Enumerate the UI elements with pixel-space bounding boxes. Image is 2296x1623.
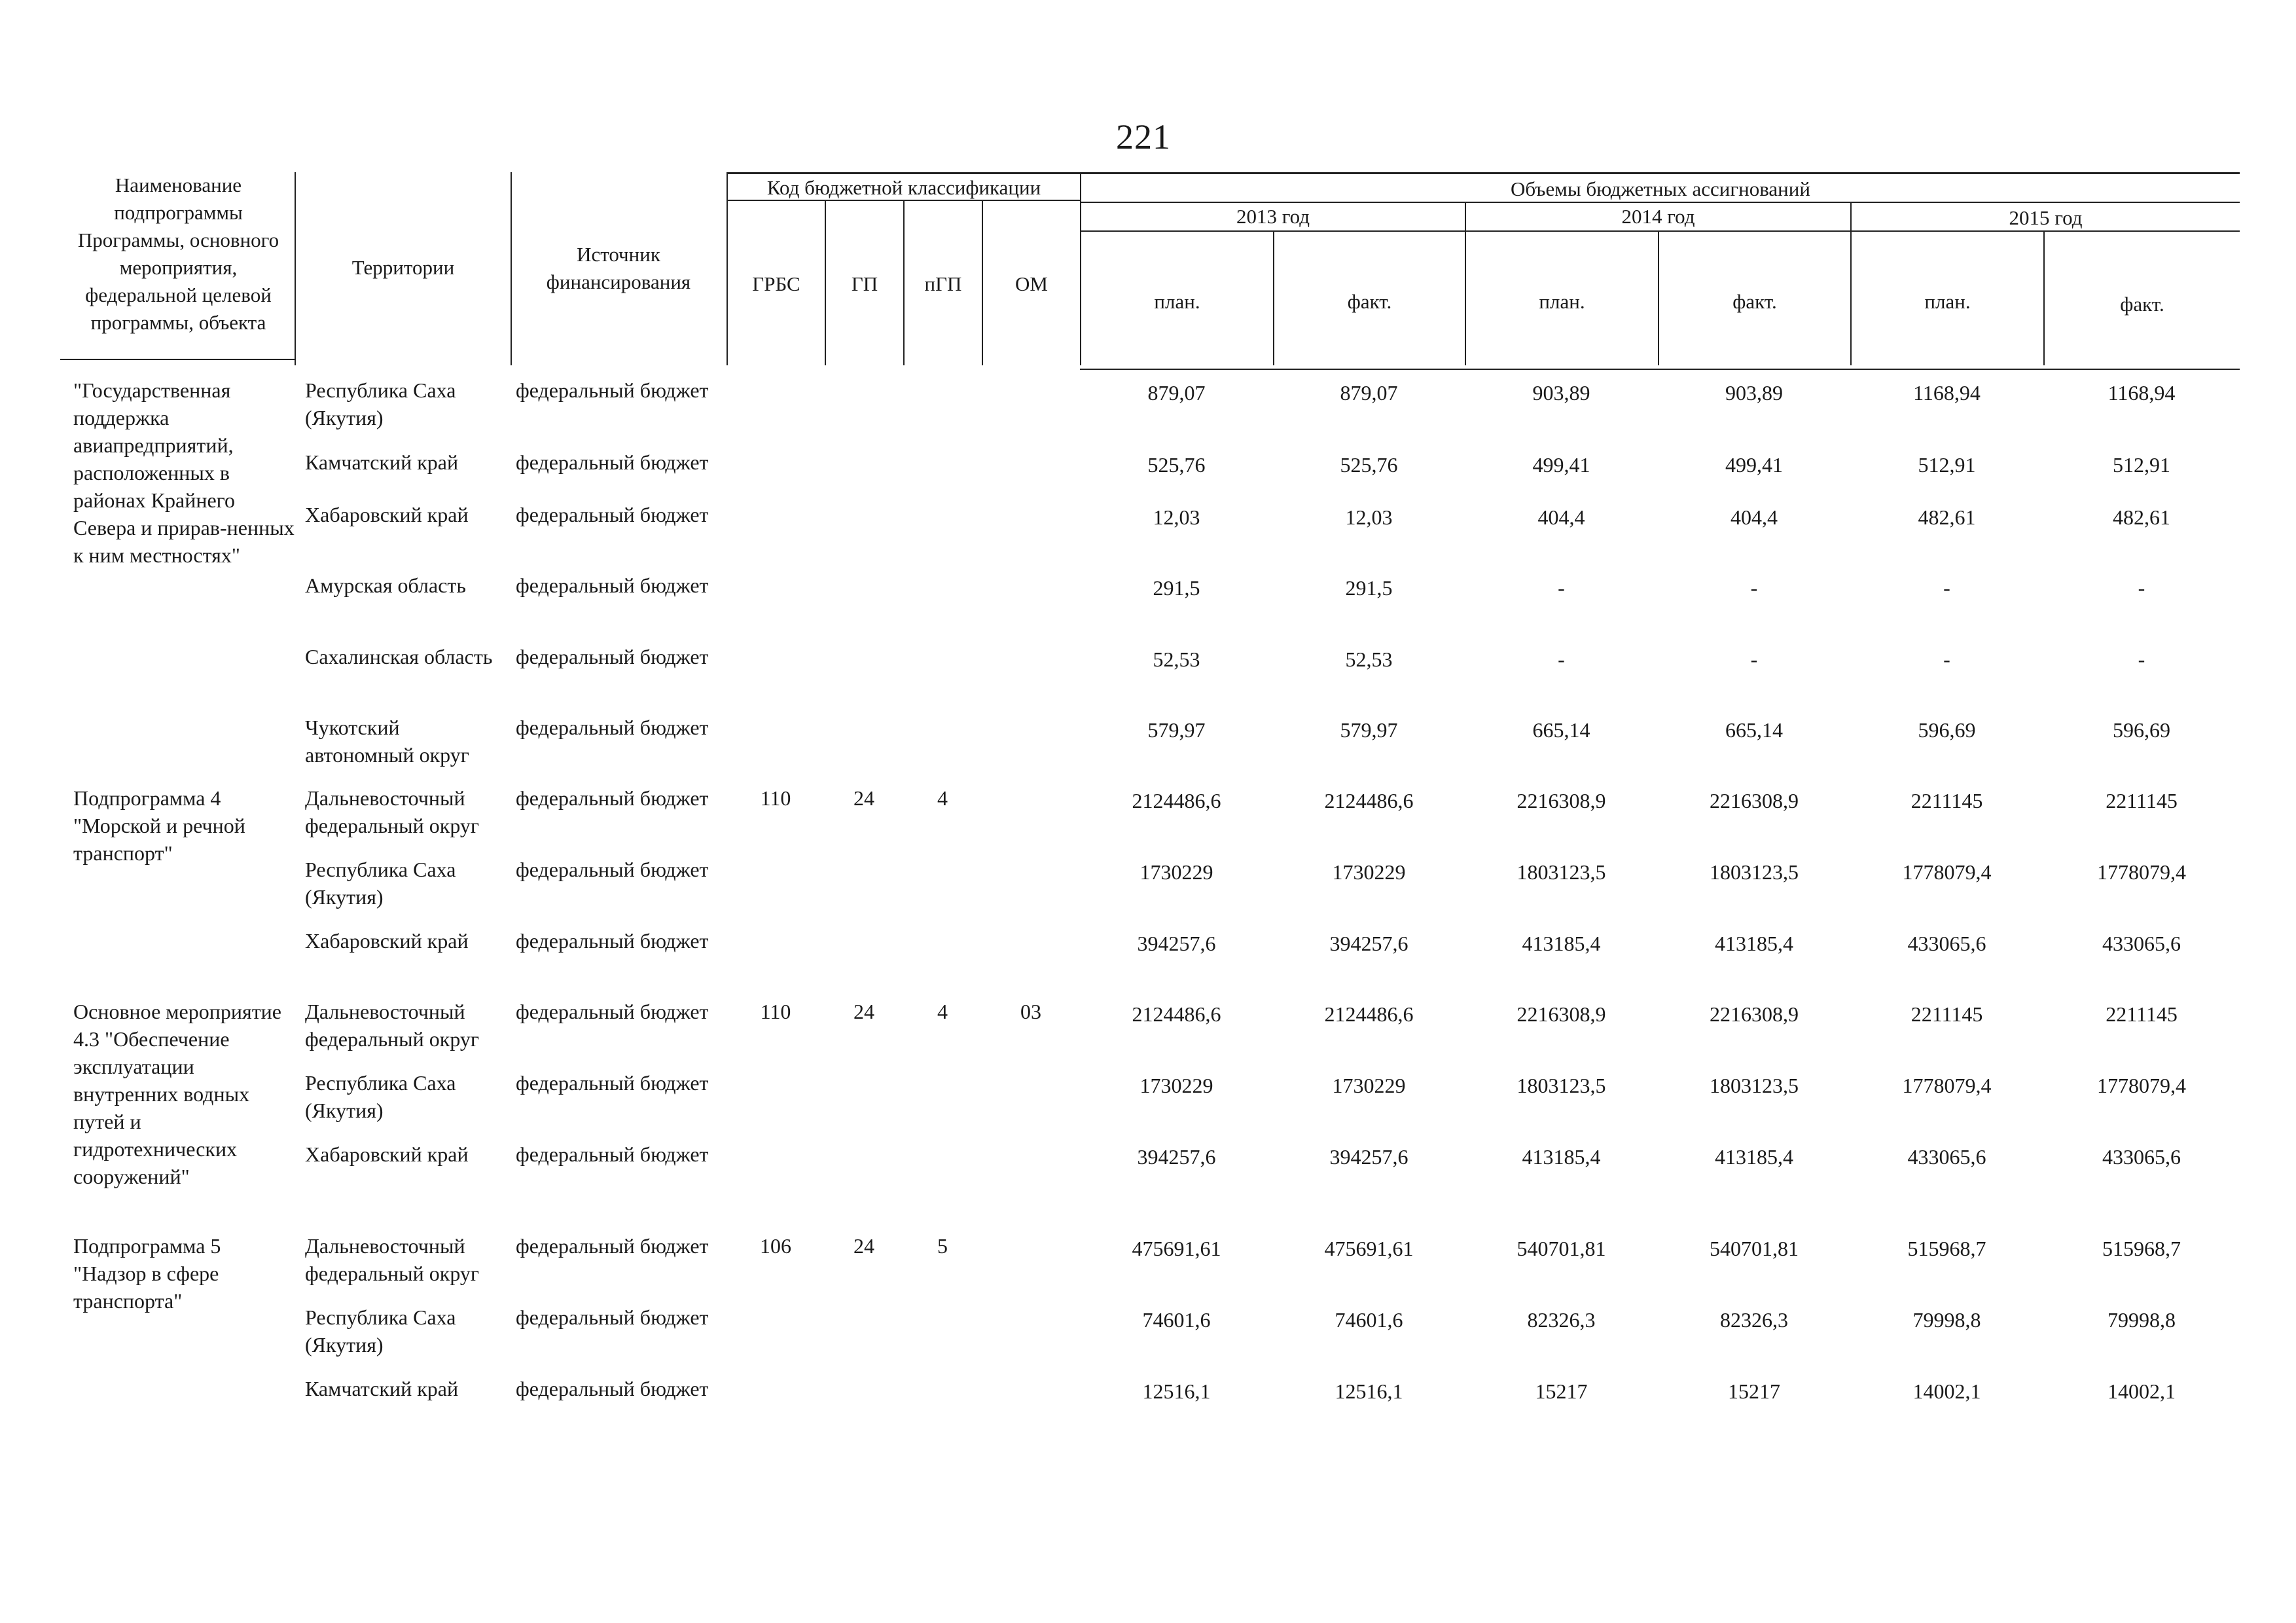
row-source: федеральный бюджет (516, 1234, 709, 1258)
row-territory: Амурская область (305, 574, 466, 597)
row-om (982, 572, 1080, 643)
header-2015-plan: план. (1924, 290, 1971, 313)
header-2015-fact: факт. (2120, 293, 2164, 316)
row-2014-fact: 404,4 (1731, 505, 1778, 529)
row-2014-fact: 499,41 (1725, 453, 1783, 477)
row-2013-fact: 475691,61 (1324, 1237, 1414, 1260)
row-2013-fact: 291,5 (1345, 576, 1393, 600)
row-source: федеральный бюджет (516, 503, 709, 526)
row-2015-fact: 1778079,4 (2097, 860, 2186, 884)
row-gp (825, 572, 903, 643)
row-2014-fact: 665,14 (1725, 718, 1783, 742)
row-2015-fact: 433065,6 (2102, 932, 2181, 955)
row-2015-plan: 1168,94 (1913, 381, 1981, 405)
row-2015-fact: 2211145 (2106, 1002, 2178, 1026)
row-pgp (903, 501, 982, 572)
row-grbs (726, 643, 825, 714)
row-2014-plan: 2216308,9 (1516, 1002, 1606, 1026)
row-2014-plan: 1803123,5 (1516, 1074, 1606, 1097)
row-grbs (726, 1304, 825, 1375)
row-2013-fact: 525,76 (1340, 453, 1398, 477)
row-2014-fact: 1803123,5 (1710, 860, 1799, 884)
row-grbs (726, 1140, 825, 1232)
table-row (60, 714, 2240, 784)
row-2013-plan: 2124486,6 (1132, 789, 1221, 812)
table-row (60, 1140, 2240, 1232)
row-gp (825, 1069, 903, 1140)
row-source: федеральный бюджет (516, 450, 709, 474)
row-2014-fact: 413185,4 (1715, 1145, 1793, 1169)
row-2014-plan: 404,4 (1537, 505, 1585, 529)
row-pgp: 5 (937, 1234, 948, 1258)
row-2013-plan: 291,5 (1153, 576, 1200, 600)
row-2015-fact: 2211145 (2106, 789, 2178, 812)
table-row (60, 643, 2240, 714)
row-2014-plan: 665,14 (1532, 718, 1590, 742)
row-pgp (903, 927, 982, 998)
row-source: федеральный бюджет (516, 1377, 709, 1400)
header-year-2013: 2013 год (1236, 205, 1310, 228)
row-grbs (726, 1375, 825, 1440)
row-source: федеральный бюджет (516, 716, 709, 739)
row-2015-plan: 14002,1 (1912, 1379, 1981, 1403)
table-row (60, 1304, 2240, 1375)
row-2013-plan: 52,53 (1153, 647, 1200, 671)
row-2013-plan: 1730229 (1139, 1074, 1213, 1097)
header-vline-2 (511, 172, 512, 365)
row-2013-fact: 52,53 (1345, 647, 1393, 671)
header-om: ОМ (1015, 272, 1048, 295)
row-grbs: 110 (760, 786, 791, 810)
row-territory: Республика Саха (Якутия) (305, 1071, 456, 1122)
row-2015-plan: 1778079,4 (1902, 1074, 1992, 1097)
row-2015-plan: 433065,6 (1907, 1145, 1986, 1169)
table-row (60, 1069, 2240, 1140)
row-name: Подпрограмма 5 "Надзор в сфере транспорта" (73, 1234, 221, 1313)
row-2014-fact: 2216308,9 (1710, 789, 1799, 812)
row-om (982, 643, 1080, 714)
row-2014-plan: 499,41 (1532, 453, 1590, 477)
row-2015-fact: 1168,94 (2108, 381, 2176, 405)
row-2014-fact: 15217 (1728, 1379, 1780, 1403)
row-2013-fact: 74601,6 (1335, 1308, 1403, 1332)
row-2014-plan: 413185,4 (1522, 1145, 1601, 1169)
header-grbs: ГРБС (752, 272, 800, 295)
row-pgp (903, 856, 982, 927)
row-source: федеральный бюджет (516, 786, 709, 810)
row-territory: Дальневосточный федеральный округ (305, 1000, 480, 1051)
row-grbs (726, 376, 825, 448)
row-gp (825, 643, 903, 714)
header-volumes: Объемы бюджетных ассигнований (1511, 177, 1810, 200)
row-source: федеральный бюджет (516, 1000, 709, 1023)
row-gp (825, 1140, 903, 1232)
row-gp: 24 (853, 1234, 874, 1258)
header-pgp: пГП (924, 272, 962, 295)
row-2013-plan: 394257,6 (1137, 932, 1216, 955)
row-2013-fact: 2124486,6 (1324, 1002, 1414, 1026)
row-2013-fact: 12516,1 (1335, 1379, 1403, 1403)
row-gp (825, 856, 903, 927)
row-2013-plan: 394257,6 (1137, 1145, 1216, 1169)
table-row (60, 376, 2240, 448)
row-om (982, 1304, 1080, 1375)
row-2013-fact: 579,97 (1340, 718, 1398, 742)
row-grbs (726, 1069, 825, 1140)
row-2015-plan: 2211145 (1910, 1002, 1983, 1026)
header-territories: Территории (351, 256, 455, 279)
row-2013-plan: 74601,6 (1142, 1308, 1211, 1332)
row-2013-plan: 12,03 (1153, 505, 1200, 529)
row-2013-fact: 2124486,6 (1324, 789, 1414, 812)
row-2015-fact: 512,91 (2113, 453, 2170, 477)
row-2013-fact: 394257,6 (1329, 1145, 1408, 1169)
row-2015-fact: - (2138, 576, 2145, 600)
row-gp (825, 448, 903, 501)
row-grbs (726, 856, 825, 927)
row-om (982, 501, 1080, 572)
row-2015-plan: 482,61 (1918, 505, 1976, 529)
row-source: федеральный бюджет (516, 1071, 709, 1095)
row-2015-fact: - (2138, 647, 2145, 671)
table-row (60, 448, 2240, 501)
row-gp (825, 714, 903, 784)
table-row (60, 856, 2240, 927)
row-2013-plan: 525,76 (1147, 453, 1206, 477)
header-2014-fact: факт. (1732, 290, 1777, 313)
row-2013-fact: 394257,6 (1329, 932, 1408, 955)
row-om (982, 376, 1080, 448)
row-2014-fact: 82326,3 (1720, 1308, 1788, 1332)
row-territory: Хабаровский край (305, 929, 469, 953)
header-vline-1 (295, 172, 296, 365)
header-budget-code: Код бюджетной классификации (766, 176, 1041, 199)
row-source: федеральный бюджет (516, 1142, 709, 1166)
page-number: 221 (1116, 117, 1171, 156)
row-om (982, 784, 1080, 856)
row-source: федеральный бюджет (516, 858, 709, 881)
row-territory: Камчатский край (305, 1377, 459, 1400)
row-source: федеральный бюджет (516, 929, 709, 953)
row-gp (825, 1304, 903, 1375)
row-om (982, 927, 1080, 998)
header-2014-plan: план. (1539, 290, 1585, 313)
row-2013-plan: 475691,61 (1132, 1237, 1221, 1260)
row-territory: Дальневосточный федеральный округ (305, 786, 480, 837)
row-territory: Чукотский автономный округ (305, 716, 469, 767)
row-pgp (903, 1304, 982, 1375)
row-territory: Дальневосточный федеральный округ (305, 1234, 480, 1285)
row-2015-plan: 433065,6 (1907, 932, 1986, 955)
row-2014-plan: 2216308,9 (1516, 789, 1606, 812)
row-gp (825, 927, 903, 998)
row-2015-plan: 596,69 (1918, 718, 1976, 742)
row-territory: Республика Саха (Якутия) (305, 378, 456, 429)
row-source: федеральный бюджет (516, 1305, 709, 1329)
row-grbs (726, 714, 825, 784)
header-bottom-rule-right (1080, 369, 2240, 370)
header-2013-fact: факт. (1347, 290, 1392, 313)
row-gp: 24 (853, 1000, 874, 1023)
row-grbs: 106 (760, 1234, 791, 1258)
header-year-2014: 2014 год (1621, 205, 1695, 228)
row-2013-plan: 1730229 (1139, 860, 1213, 884)
row-name: Основное мероприятие 4.3 "Обеспечение эксплуатации внутренних водных путей и гидротехнических сооружений" (73, 1000, 281, 1188)
row-gp (825, 501, 903, 572)
row-2015-fact: 1778079,4 (2097, 1074, 2186, 1097)
row-grbs (726, 501, 825, 572)
row-om (982, 856, 1080, 927)
header-source: Источник финансирования (546, 243, 691, 293)
row-gp (825, 1375, 903, 1440)
row-name: "Государственная поддержка авиапредприятий, расположенных в районах Крайнего Севера и прирав-ненных к ним местностях" (73, 378, 295, 567)
row-2013-fact: 12,03 (1345, 505, 1393, 529)
row-grbs: 110 (760, 1000, 791, 1023)
header-name: Наименование подпрограммы Программы, основного мероприятия, федеральной целевой программы, объекта (77, 173, 279, 334)
row-2015-plan: 79998,8 (1912, 1308, 1981, 1332)
row-om (982, 448, 1080, 501)
row-om (982, 1375, 1080, 1440)
row-om: 03 (1020, 1000, 1041, 1023)
row-pgp (903, 1069, 982, 1140)
table-row (60, 1375, 2240, 1440)
row-pgp (903, 1140, 982, 1232)
row-pgp (903, 643, 982, 714)
row-name: Подпрограмма 4 "Морской и речной транспорт" (73, 786, 245, 865)
row-om (982, 1232, 1080, 1304)
row-grbs (726, 927, 825, 998)
row-pgp: 4 (937, 1000, 948, 1023)
row-2014-plan: - (1558, 647, 1565, 671)
row-2014-fact: - (1750, 647, 1758, 671)
row-2013-fact: 879,07 (1340, 381, 1398, 405)
row-2013-plan: 2124486,6 (1132, 1002, 1221, 1026)
row-pgp: 4 (937, 786, 948, 810)
row-2014-plan: 15217 (1535, 1379, 1588, 1403)
table-row (60, 927, 2240, 998)
row-2014-fact: 1803123,5 (1710, 1074, 1799, 1097)
row-2014-fact: 413185,4 (1715, 932, 1793, 955)
row-2014-plan: 413185,4 (1522, 932, 1601, 955)
row-2015-plan: - (1943, 576, 1950, 600)
row-source: федеральный бюджет (516, 574, 709, 597)
row-2015-fact: 482,61 (2113, 505, 2170, 529)
row-2015-plan: 512,91 (1918, 453, 1976, 477)
row-pgp (903, 714, 982, 784)
table-row (60, 572, 2240, 643)
row-2014-fact: 903,89 (1725, 381, 1783, 405)
row-territory: Камчатский край (305, 450, 459, 474)
header-2013-plan: план. (1154, 290, 1200, 313)
row-2015-fact: 14002,1 (2108, 1379, 2176, 1403)
table-row (60, 501, 2240, 572)
row-source: федеральный бюджет (516, 378, 709, 402)
table-row (60, 998, 2240, 1069)
row-territory: Республика Саха (Якутия) (305, 1305, 456, 1357)
row-2015-fact: 515968,7 (2102, 1237, 2181, 1260)
row-2015-fact: 79998,8 (2108, 1308, 2176, 1332)
row-source: федеральный бюджет (516, 645, 709, 668)
row-om (982, 1069, 1080, 1140)
row-2015-fact: 433065,6 (2102, 1145, 2181, 1169)
row-2015-fact: 596,69 (2113, 718, 2170, 742)
row-2013-plan: 579,97 (1147, 718, 1206, 742)
header-year-2015: 2015 год (2009, 206, 2083, 229)
row-2014-plan: 540701,81 (1516, 1237, 1606, 1260)
table-row (60, 1232, 2240, 1304)
row-pgp (903, 448, 982, 501)
row-territory: Республика Саха (Якутия) (305, 858, 456, 909)
row-2014-fact: 540701,81 (1710, 1237, 1799, 1260)
header-gp: ГП (851, 272, 878, 295)
row-2014-plan: - (1558, 576, 1565, 600)
row-pgp (903, 1375, 982, 1440)
row-grbs (726, 572, 825, 643)
row-territory: Хабаровский край (305, 503, 469, 526)
row-gp (825, 376, 903, 448)
row-2014-fact: - (1750, 576, 1758, 600)
row-2015-plan: 2211145 (1910, 789, 1983, 812)
row-om (982, 1140, 1080, 1232)
row-pgp (903, 572, 982, 643)
row-2013-plan: 879,07 (1147, 381, 1206, 405)
row-2014-plan: 1803123,5 (1516, 860, 1606, 884)
row-om (982, 714, 1080, 784)
row-2015-plan: 515968,7 (1907, 1237, 1986, 1260)
row-2014-plan: 903,89 (1532, 381, 1590, 405)
header-bottom-rule-left (60, 359, 295, 360)
row-2014-plan: 82326,3 (1527, 1308, 1596, 1332)
row-grbs (726, 448, 825, 501)
row-2015-plan: 1778079,4 (1902, 860, 1992, 884)
budget-table (60, 376, 2240, 1440)
row-2014-fact: 2216308,9 (1710, 1002, 1799, 1026)
row-2013-fact: 1730229 (1332, 1074, 1406, 1097)
row-territory: Хабаровский край (305, 1142, 469, 1166)
row-2013-plan: 12516,1 (1142, 1379, 1211, 1403)
row-gp: 24 (853, 786, 874, 810)
row-2015-plan: - (1943, 647, 1950, 671)
table-row (60, 784, 2240, 856)
row-territory: Сахалинская область (305, 645, 493, 668)
row-pgp (903, 376, 982, 448)
row-2013-fact: 1730229 (1332, 860, 1406, 884)
